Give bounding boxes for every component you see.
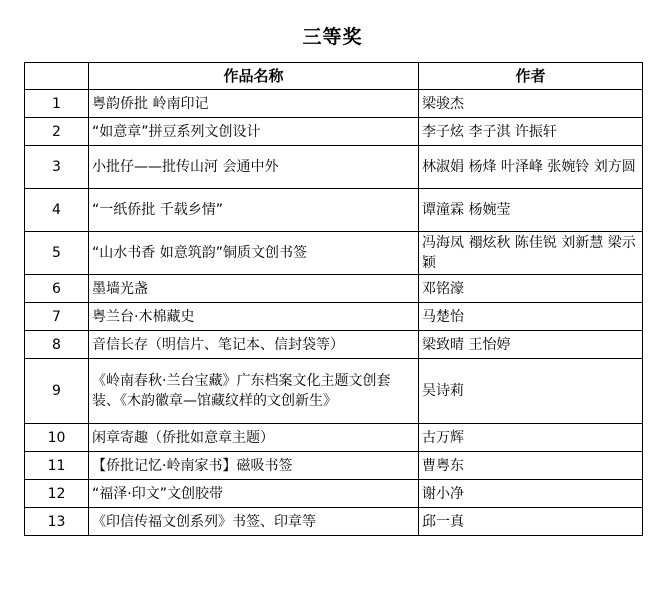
author-name: 林淑娟 杨烽 叶泽峰 张婉铃 刘方圆: [419, 146, 643, 189]
page-title: 三等奖: [302, 26, 363, 48]
row-number: 11: [25, 452, 89, 480]
row-number: 2: [25, 118, 89, 146]
table-row: [25, 359, 643, 424]
table-row: [25, 189, 643, 232]
work-name: 小批仔——批传山河 会通中外: [89, 146, 419, 189]
row-number: 10: [25, 424, 89, 452]
table-row: [25, 146, 643, 189]
work-name: 闲章寄趣（侨批如意章主题）: [89, 424, 419, 452]
row-number: 6: [25, 275, 89, 303]
table-row: [25, 118, 643, 146]
header-author: 作者: [419, 63, 643, 90]
table-row: [25, 275, 643, 303]
author-name: 梁致晴 王怡婷: [419, 331, 643, 359]
work-name: “一纸侨批 千载乡情”: [89, 189, 419, 232]
table-row: [25, 480, 643, 508]
work-name: “如意章”拼豆系列文创设计: [89, 118, 419, 146]
row-number: 12: [25, 480, 89, 508]
table-row: [25, 452, 643, 480]
work-name: 粤韵侨批 岭南印记: [89, 90, 419, 118]
author-name: 吴诗莉: [419, 359, 643, 424]
row-number: 7: [25, 303, 89, 331]
awards-table: [24, 62, 643, 536]
work-name: “福泽·印文”文创胶带: [89, 480, 419, 508]
work-name: “山水书香 如意筑韵”铜质文创书签: [89, 232, 419, 275]
author-name: 李子炫 李子淇 许振轩: [419, 118, 643, 146]
author-name: 梁骏杰: [419, 90, 643, 118]
header-number: [25, 63, 89, 90]
header-work-name: 作品名称: [89, 63, 419, 90]
table-row: [25, 303, 643, 331]
table-row: [25, 232, 643, 275]
row-number: 1: [25, 90, 89, 118]
work-name: 《岭南春秋·兰台宝藏》广东档案文化主题文创套装、《木韵徽章—馆藏纹样的文创新生》: [89, 359, 419, 424]
author-name: 谭潼霖 杨婉莹: [419, 189, 643, 232]
work-name: 墨墙光盏: [89, 275, 419, 303]
author-name: 曹粤东: [419, 452, 643, 480]
work-name: 【侨批记忆·岭南家书】磁吸书签: [89, 452, 419, 480]
work-name: 《印信传福文创系列》书签、印章等: [89, 508, 419, 536]
author-name: 冯海凤 禤炫秋 陈佳锐 刘新慧 梁示颖: [419, 232, 643, 275]
work-name: 粤兰台·木棉藏史: [89, 303, 419, 331]
row-number: 9: [25, 359, 89, 424]
row-number: 13: [25, 508, 89, 536]
table-row: [25, 508, 643, 536]
row-number: 4: [25, 189, 89, 232]
row-number: 8: [25, 331, 89, 359]
author-name: 邓铭濠: [419, 275, 643, 303]
author-name: 邱一真: [419, 508, 643, 536]
row-number: 5: [25, 232, 89, 275]
author-name: 马楚怡: [419, 303, 643, 331]
author-name: 谢小净: [419, 480, 643, 508]
table-row: [25, 424, 643, 452]
author-name: 古万辉: [419, 424, 643, 452]
table-header-row: [25, 63, 643, 90]
table-row: [25, 90, 643, 118]
work-name: 音信长存（明信片、笔记本、信封袋等）: [89, 331, 419, 359]
row-number: 3: [25, 146, 89, 189]
table-row: [25, 331, 643, 359]
